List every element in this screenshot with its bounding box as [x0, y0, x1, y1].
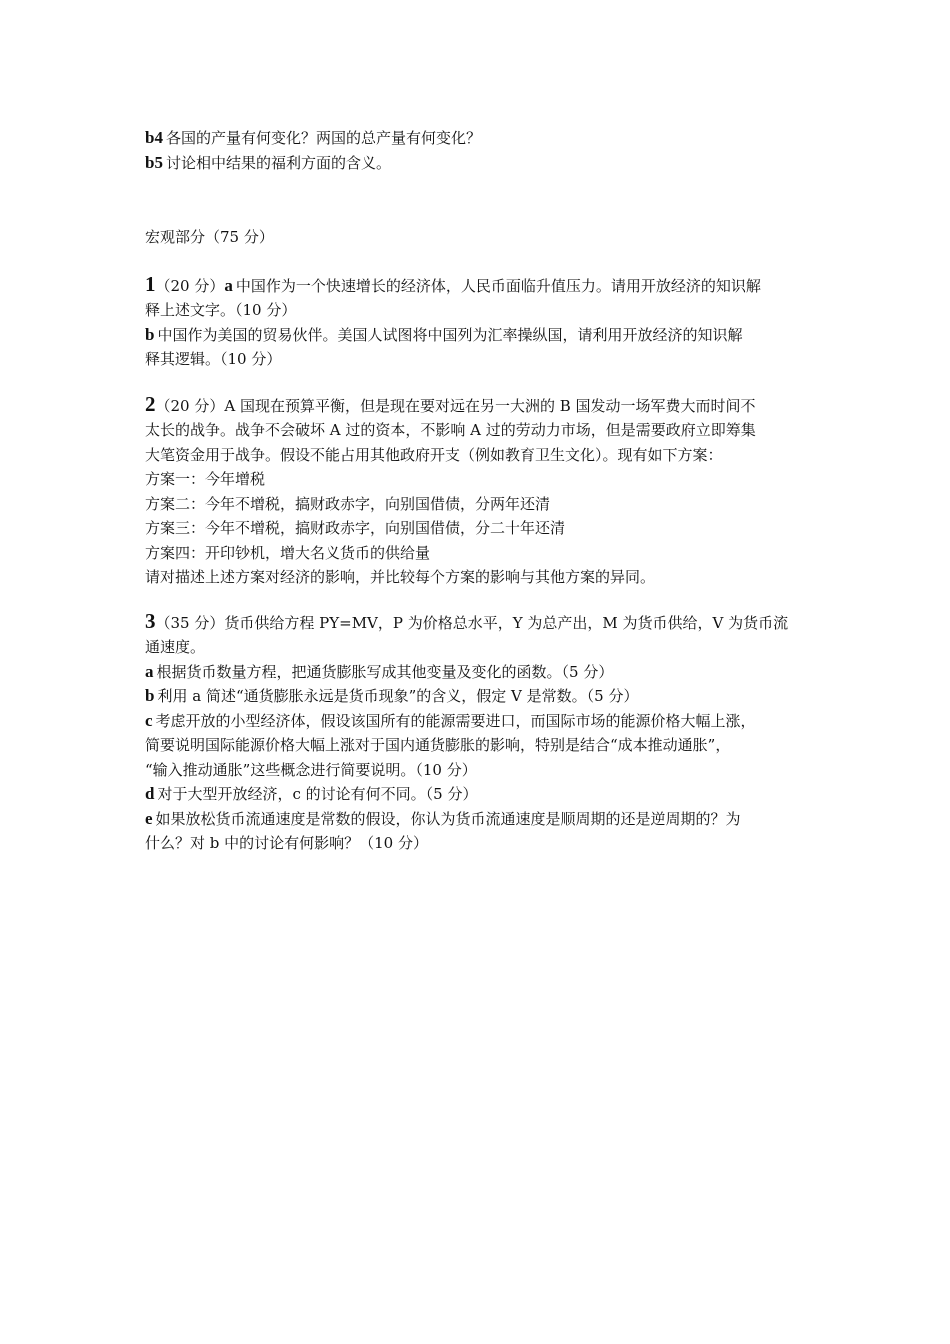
plan-item: 方案三：今年不增税，搞财政赤字，向别国借债，分二十年还清 [145, 519, 566, 537]
plan-item: 方案四：开印钞机，增大名义货币的供给量 [145, 543, 431, 562]
question-text: 利用 a 简述“通货膨胀永远是货币现象”的含义，假定 V 是常数。（5 分） [157, 687, 639, 705]
item-b5 [145, 151, 810, 176]
question-text: 中国作为美国的贸易伙伴。美国人试图将中国列为汇率操纵国，请利用开放经济的知识解 [157, 325, 743, 344]
question-3 [145, 609, 810, 856]
question-score: （20 分） [155, 396, 225, 415]
item-label: b5 [145, 152, 163, 172]
question-score: （35 分） [155, 613, 225, 632]
question-number: 1 [145, 271, 156, 296]
question-text: 如果放松货币流通速度是常数的假设，你认为货币流通速度是顺周期的还是逆周期的？为 [155, 809, 741, 828]
question-text: 释上述文字。（10 分） [145, 301, 297, 319]
question-text: 货币供给方程 PY=MV，P 为价格总水平，Y 为总产出，M 为货币供给，V 为货币流 [224, 613, 789, 632]
question-text: 请对描述上述方案对经济的影响，并比较每个方案的影响与其他方案的异同。 [145, 568, 656, 586]
item-label: d [145, 784, 155, 803]
item-b4 [145, 126, 810, 151]
item-label: e [145, 808, 153, 828]
question-text: 什么？对 b 中的讨论有何影响？（10 分） [145, 834, 428, 852]
document-page [145, 126, 810, 856]
question-text: 太长的战争。战争不会破坏 A 过的资本，不影响 A 过的劳动力市场，但是需要政府立即筹集 [145, 421, 756, 439]
item-label: c [145, 710, 153, 730]
plan-item: 方案二：今年不增税，搞财政赤字，向别国借债，分两年还清 [145, 494, 551, 513]
question-text: 释其逻辑。（10 分） [145, 350, 282, 368]
section-title: 宏观部分（75 分） [145, 228, 274, 246]
question-text: A 国现在预算平衡，但是现在要对远在另一大洲的 B 国发动一场军费大而时间不 [224, 396, 756, 415]
question-score: （20 分） [155, 276, 225, 295]
question-text: 对于大型开放经济，c 的讨论有何不同。（5 分） [157, 785, 478, 803]
question-text: 大笔资金用于战争。假设不能占用其他政府开支（例如教育卫生文化）。现有如下方案： [145, 445, 723, 464]
plan-item: 方案一：今年增税 [145, 470, 266, 488]
question-text: 中国作为一个快速增长的经济体，人民币面临升值压力。请用开放经济的知识解 [235, 276, 761, 295]
item-label: b4 [145, 128, 163, 147]
item-text: 各国的产量有何变化？两国的总产量有何变化？ [165, 129, 481, 147]
question-text: “输入推动通胀”这些概念进行简要说明。（10 分） [145, 760, 477, 779]
item-label: a [145, 661, 154, 681]
item-text: 讨论相中结果的福利方面的含义。 [165, 153, 391, 172]
question-text: 考虑开放的小型经济体，假设该国所有的能源需要进口，而国际市场的能源价格大幅上涨， [155, 711, 756, 730]
item-label: a [224, 275, 233, 295]
item-label: b [145, 324, 155, 344]
question-text: 根据货币数量方程，把通货膨胀写成其他变量及变化的函数。（5 分） [156, 662, 614, 681]
question-number: 3 [145, 608, 156, 633]
item-label: b [145, 686, 155, 705]
question-2 [145, 392, 810, 590]
question-text: 通速度。 [145, 638, 206, 656]
question-1 [145, 272, 810, 372]
question-number: 2 [145, 391, 156, 416]
question-text: 简要说明国际能源价格大幅上涨对于国内通货膨胀的影响，特别是结合“成本推动通胀”， [145, 736, 731, 754]
